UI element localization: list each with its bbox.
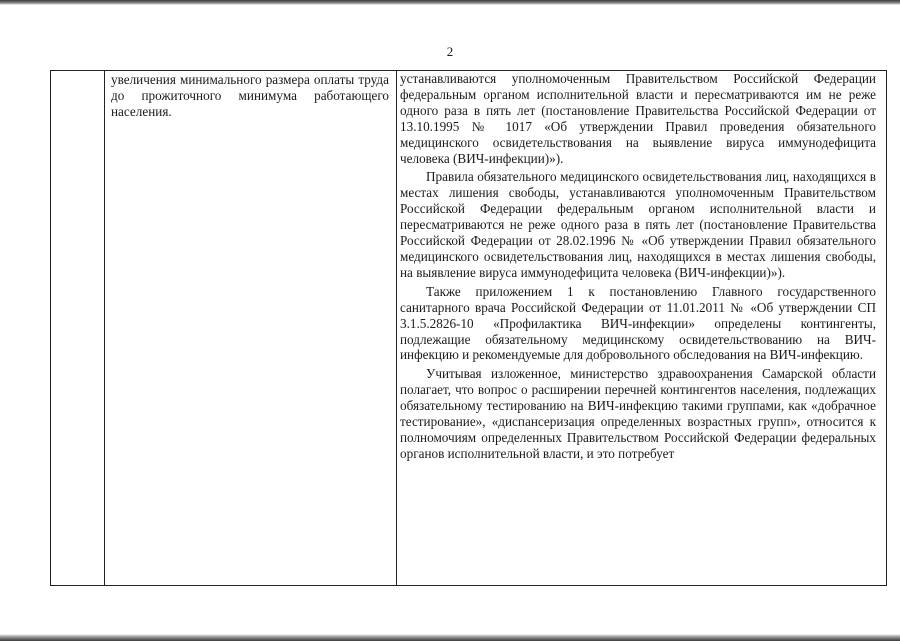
left-cell [105,71,397,586]
scan-top-edge [0,0,900,5]
page-number: 2 [446,44,454,59]
paragraph: устанавливаются уполномоченным Правительством Российской Федерации федеральным органом исполнительной власти и пересматриваются им не реже одного раза в пять лет (постановление Правительства Российской Федерации от 13.10.1995 № 1017 «Об утверждении Правил проведения обязательного медицинского освидетельствования на выявление вируса иммунодефицита человека (ВИЧ-инфекции)»). [400,71,876,166]
paragraph: Учитывая изложенное, министерство здравоохранения Самарской области полагает, что вопрос о расширении перечней контингентов населения, подлежащих обязательному тестированию на ВИЧ-инфекцию такими группами, как «добрачное тестирование», «диспансеризация определенных возрастных групп», относится к полномочиям определенных Правительством Российской Федерации федеральных органов исполнительной власти, и это потребует [400,366,876,461]
paragraph: Правила обязательного медицинского освидетельствования лиц, находящихся в местах лишения свободы, устанавливаются уполномоченным Правительством Российской Федерации федеральным органом исполнительной власти и пересматриваются не реже одного раза в пять лет (постановление Правительства Российской Федерации от 28.02.1996 № «Об утверждении Правил обязательного медицинского освидетельствования лиц, находящихся в местах лишения свободы, на выявление вируса иммунодефицита человека (ВИЧ-инфекции)»). [400,169,876,280]
paragraph: Также приложением 1 к постановлению Главного государственного санитарного врача Российской Федерации от 11.01.2011 № «Об утверждении СП 3.1.5.2826-10 «Профилактика ВИЧ-инфекции» определены контингенты, подлежащие обязательному медицинскому освидетельствованию на ВИЧ-инфекцию и рекомендуемые для добровольного обследования на ВИЧ-инфекцию. [400,283,876,363]
number-cell [51,71,105,586]
scan-bottom-edge [0,634,900,641]
left-cell-text: увеличения минимального размера оплаты труда до прожиточного минимума работающего населения. [111,72,389,119]
right-cell [397,71,887,586]
document-table [50,70,887,586]
right-cell-text [397,71,886,462]
table-row [51,71,887,586]
